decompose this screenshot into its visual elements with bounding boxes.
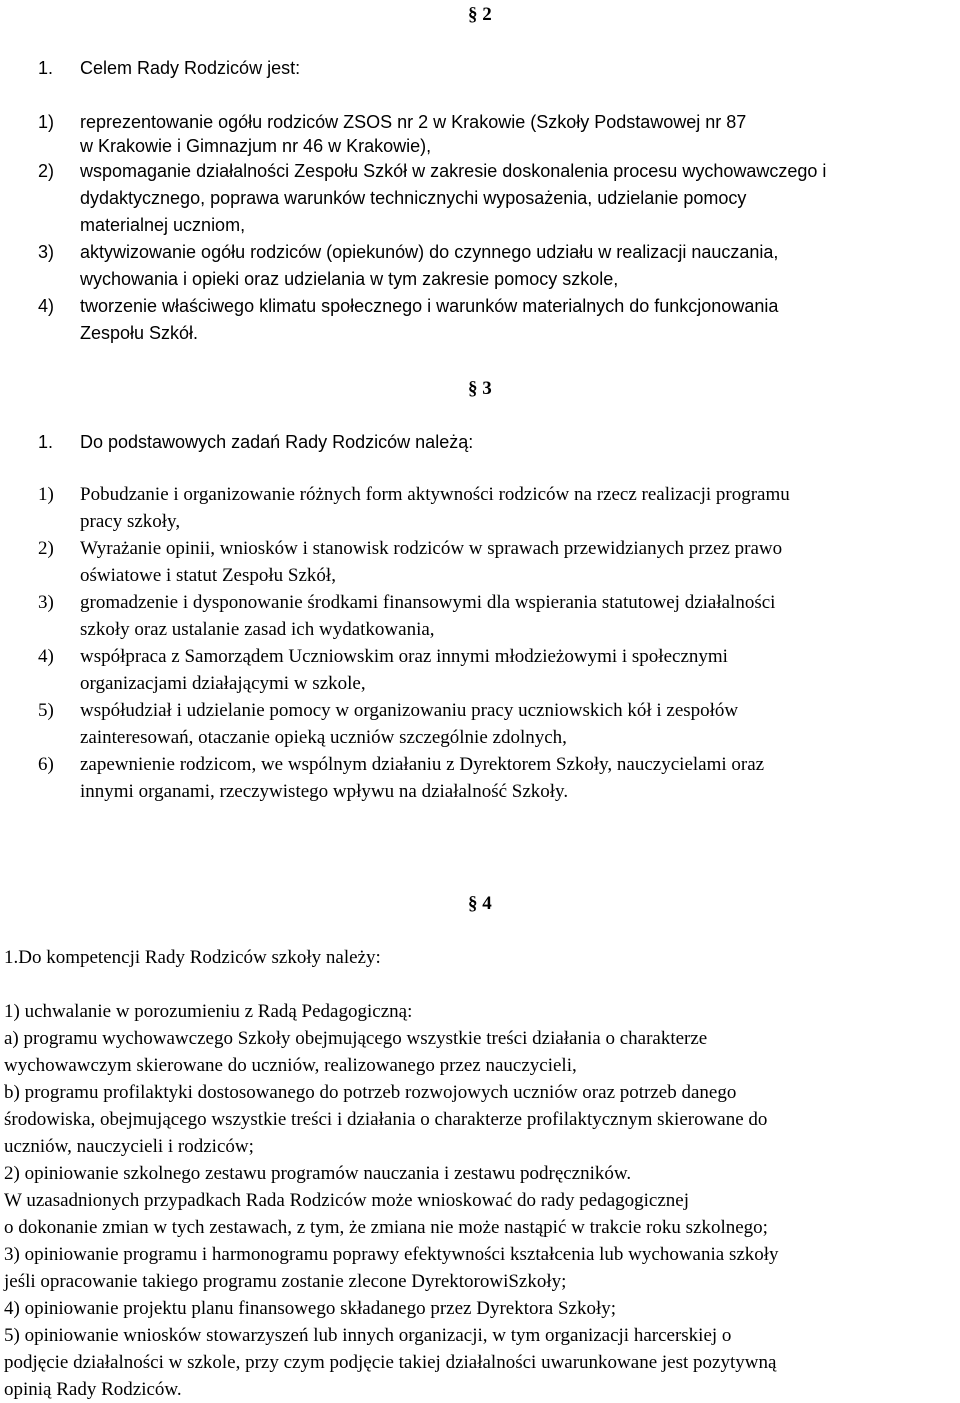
list-item-line: reprezentowanie ogółu rodziców ZSOS nr 2 w Krakowie (Szkoły Podstawowej nr 87 bbox=[80, 112, 747, 132]
text-line: wychowawczym skierowane do uczniów, realizowanego przez nauczycieli, bbox=[4, 1055, 577, 1076]
list-item-number: 4) bbox=[38, 296, 55, 316]
list-item-line: Wyrażanie opinii, wniosków i stanowisk rodziców w sprawach przewidzianych przez prawo bbox=[80, 538, 783, 559]
text-line: 2) opiniowanie szkolnego zestawu programów nauczania i zestawu podręczników. bbox=[4, 1163, 632, 1184]
paragraph-sign: § bbox=[468, 893, 478, 914]
section-3-intro: Do podstawowych zadań Rady Rodziców należą: bbox=[80, 432, 474, 452]
list-item-line: zapewnienie rodzicom, we wspólnym działaniu z Dyrektorem Szkoły, nauczycielami oraz bbox=[80, 754, 765, 775]
text-line: opinią Rady Rodziców. bbox=[4, 1379, 182, 1400]
list-item-line: współudział i udzielanie pomocy w organizowaniu pracy uczniowskich kół i zespołów bbox=[80, 700, 739, 721]
text-line: podjęcie działalności w szkole, przy czym podjęcie takiej działalności uwarunkowane jest pozytywną bbox=[4, 1352, 777, 1373]
list-item-line: wychowania i opieki oraz udzielania w tym zakresie pomocy szkole, bbox=[80, 269, 619, 289]
list-item-number: 3) bbox=[38, 242, 55, 262]
section-2-intro: Celem Rady Rodziców jest: bbox=[80, 58, 301, 78]
section-2-heading bbox=[468, 2, 492, 28]
list-item-number: 2) bbox=[38, 161, 55, 181]
section-number: 2 bbox=[482, 4, 492, 25]
text-line: 4) opiniowanie projektu planu finansowego składanego przez Dyrektora Szkoły; bbox=[4, 1298, 617, 1319]
paragraph-sign: § bbox=[468, 4, 478, 25]
section-4-heading bbox=[468, 891, 492, 917]
section-2-intro-number: 1. bbox=[38, 58, 54, 78]
section-4-intro: 1.Do kompetencji Rady Rodziców szkoły należy: bbox=[4, 947, 381, 968]
list-item-line: innymi organami, rzeczywistego wpływu na działalność Szkoły. bbox=[80, 781, 569, 802]
text-line: b) programu profilaktyki dostosowanego do potrzeb rozwojowych uczniów oraz potrzeb danego bbox=[4, 1082, 737, 1103]
list-item-line: zainteresowań, otaczanie opieką uczniów szczególnie zdolnych, bbox=[80, 727, 567, 748]
list-item-number: 1) bbox=[38, 112, 55, 132]
list-item-line: Pobudzanie i organizowanie różnych form aktywności rodziców na rzecz realizacji programu bbox=[80, 484, 790, 505]
text-line: W uzasadnionych przypadkach Rada Rodziców może wnioskować do rady pedagogicznej bbox=[4, 1190, 689, 1211]
list-item-line: organizacjami działającymi w szkole, bbox=[80, 673, 366, 694]
list-item-number: 5) bbox=[38, 700, 54, 721]
list-item-number: 2) bbox=[38, 538, 54, 559]
text-line: 5) opiniowanie wniosków stowarzyszeń lub innych organizacji, w tym organizacji harcerskiej o bbox=[4, 1325, 732, 1346]
text-line: 1) uchwalanie w porozumieniu z Radą Pedagogiczną: bbox=[4, 1001, 413, 1022]
list-item-line: Zespołu Szkół. bbox=[80, 323, 199, 343]
section-number: 3 bbox=[482, 378, 492, 399]
list-item-line: w Krakowie i Gimnazjum nr 46 w Krakowie), bbox=[80, 136, 432, 156]
text-line: uczniów, nauczycieli i rodziców; bbox=[4, 1136, 254, 1157]
list-item-line: szkoły oraz ustalanie zasad ich wydatkowania, bbox=[80, 619, 435, 640]
paragraph-sign: § bbox=[468, 378, 478, 399]
list-item-line: wspomaganie działalności Zespołu Szkół w zakresie doskonalenia procesu wychowawczego i bbox=[80, 161, 827, 181]
text-line: jeśli opracowanie takiego programu zostanie zlecone DyrektorowiSzkoły; bbox=[4, 1271, 567, 1292]
text-line: środowiska, obejmującego wszystkie treści i działania o charakterze profilaktycznym skierowane do bbox=[4, 1109, 768, 1130]
list-item-line: aktywizowanie ogółu rodziców (opiekunów) do czynnego udziału w realizacji nauczania, bbox=[80, 242, 779, 262]
text-line: o dokonanie zmian w tych zestawach, z tym, że zmiana nie może nastąpić w trakcie roku szkolnego; bbox=[4, 1217, 768, 1238]
list-item-number: 3) bbox=[38, 592, 54, 613]
list-item-line: oświatowe i statut Zespołu Szkół, bbox=[80, 565, 336, 586]
list-item-line: tworzenie właściwego klimatu społecznego i warunków materialnych do funkcjonowania bbox=[80, 296, 779, 316]
list-item-line: materialnej uczniom, bbox=[80, 215, 246, 235]
list-item-line: współpraca z Samorządem Uczniowskim oraz innymi młodzieżowymi i społecznymi bbox=[80, 646, 728, 667]
section-3-heading bbox=[468, 376, 492, 402]
text-line: 3) opiniowanie programu i harmonogramu poprawy efektywności kształcenia lub wychowania szkoły bbox=[4, 1244, 779, 1265]
section-3-intro-number: 1. bbox=[38, 432, 54, 452]
list-item-number: 1) bbox=[38, 484, 54, 505]
list-item-line: gromadzenie i dysponowanie środkami finansowymi dla wspierania statutowej działalności bbox=[80, 592, 776, 613]
text-line: a) programu wychowawczego Szkoły obejmującego wszystkie treści działania o charakterze bbox=[4, 1028, 708, 1049]
list-item-line: pracy szkoły, bbox=[80, 511, 181, 532]
section-number: 4 bbox=[482, 893, 492, 914]
list-item-number: 6) bbox=[38, 754, 54, 775]
list-item-line: dydaktycznego, poprawa warunków technicznychi wyposażenia, udzielanie pomocy bbox=[80, 188, 747, 208]
list-item-number: 4) bbox=[38, 646, 54, 667]
